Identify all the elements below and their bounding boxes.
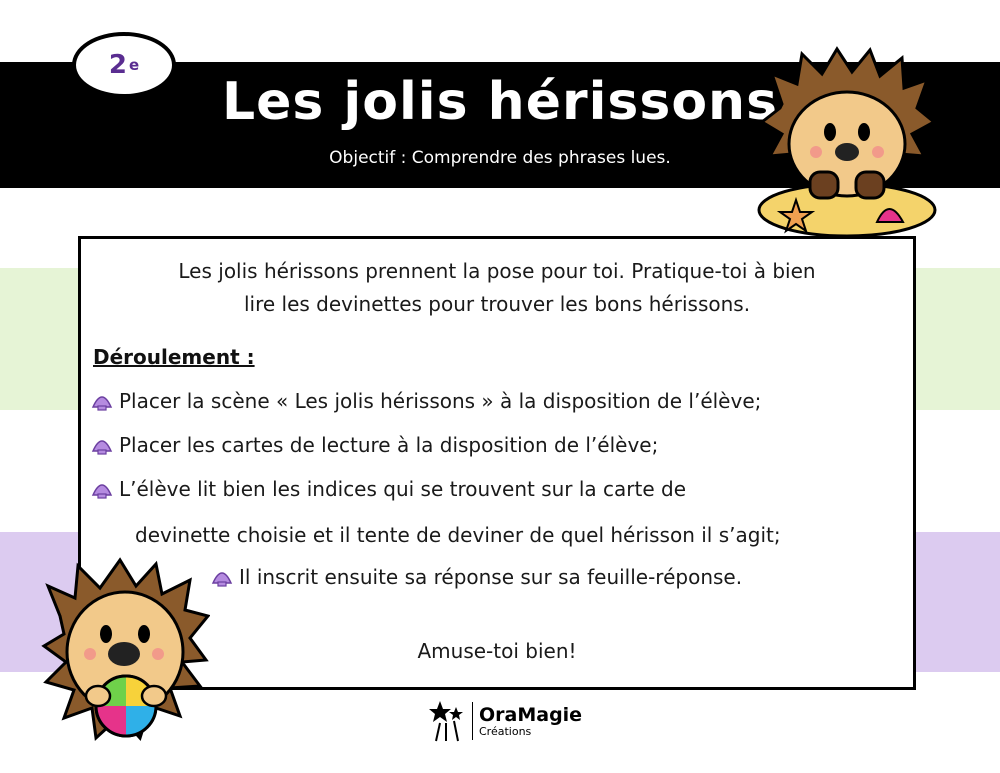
section-heading: Déroulement : <box>93 345 255 369</box>
step-item <box>211 565 742 589</box>
logo-name: OraMagie <box>479 703 583 726</box>
shell-bullet-icon <box>91 479 113 499</box>
step-text: Placer les cartes de lecture à la disposition de l’élève; <box>119 433 659 457</box>
shell-bullet-icon <box>91 435 113 455</box>
page-title: Les jolis hérissons <box>221 72 779 132</box>
intro-text <box>81 255 913 321</box>
closing-text: Amuse-toi bien! <box>417 639 577 663</box>
logo-text <box>479 705 582 738</box>
step-text: Placer la scène « Les jolis hérissons » à la disposition de l’élève; <box>119 389 762 413</box>
step-item <box>91 389 761 413</box>
grade-number: 2 <box>108 50 127 80</box>
hedgehog-ball-illustration <box>40 556 210 746</box>
shell-bullet-icon <box>211 567 233 587</box>
objective-text: Objectif : Comprendre des phrases lues. <box>329 148 671 168</box>
step-item <box>91 477 686 501</box>
shell-bullet-icon <box>91 391 113 411</box>
logo-subtitle: Créations <box>479 724 532 738</box>
magic-stars-icon <box>426 699 466 743</box>
step-continuation <box>135 523 781 547</box>
brand-logo <box>426 698 582 744</box>
step-item <box>91 433 658 457</box>
step-text: devinette choisie et il tente de deviner de quel hérisson il s’agit; <box>135 523 781 547</box>
intro-line-2: lire les devinettes pour trouver les bons hérissons. <box>243 292 751 316</box>
step-text: Il inscrit ensuite sa réponse sur sa feuille-réponse. <box>239 565 743 589</box>
intro-line-1: Les jolis hérissons prennent la pose pour toi. Pratique-toi à bien <box>178 259 816 283</box>
step-text: L’élève lit bien les indices qui se trouvent sur la carte de <box>119 477 687 501</box>
hedgehog-sand-illustration <box>752 44 942 240</box>
logo-separator <box>472 702 473 740</box>
grade-suffix: e <box>128 56 140 74</box>
